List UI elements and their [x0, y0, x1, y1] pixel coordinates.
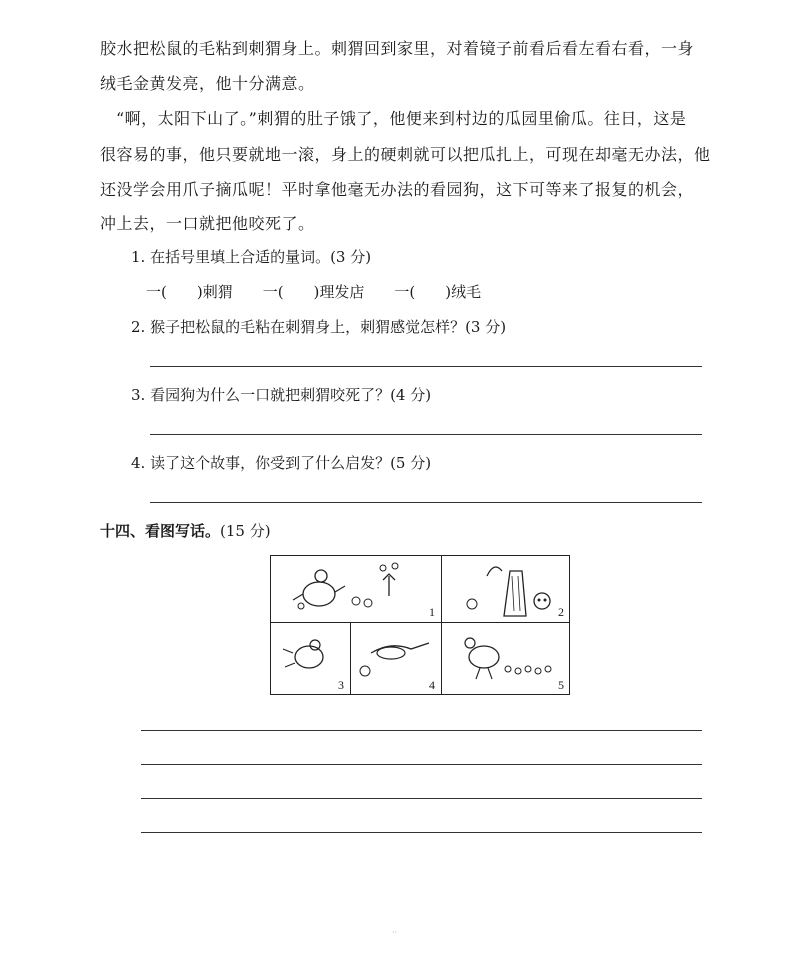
comic-panel-3: [271, 622, 351, 694]
question-4: 4. 读了这个故事，你受到了什么启发？(5 分): [131, 454, 432, 472]
comic-panel-4: [350, 622, 442, 694]
question-2: 2. 猴子把松鼠的毛粘在刺猬身上，刺猬感觉怎样？(3 分): [131, 318, 507, 336]
panel-number-5: 5: [558, 678, 564, 692]
writing-line-2[interactable]: [141, 764, 702, 765]
answer-line-q2[interactable]: [150, 366, 702, 367]
writing-line-1[interactable]: [141, 730, 702, 731]
writing-line-3[interactable]: [141, 798, 702, 799]
answer-line-q3[interactable]: [150, 434, 702, 435]
passage-line-2: 绒毛金黄发亮，他十分满意。: [100, 74, 315, 93]
comic-panel-5: [441, 622, 570, 694]
comic-strip: [270, 555, 570, 695]
panel-number-1: 1: [429, 605, 435, 619]
passage-line-5: 还没学会用爪子摘瓜呢！平时拿他毫无办法的看园狗，这下可等来了报复的机会，: [100, 180, 695, 199]
question-1-blanks[interactable]: 一( )刺猬 一( )理发店 一( )绒毛: [146, 283, 482, 301]
page-mark: ··: [392, 928, 398, 937]
panel-number-2: 2: [558, 605, 564, 619]
comic-panel-1: [271, 556, 442, 623]
passage-line-6: 冲上去，一口就把他咬死了。: [100, 214, 315, 233]
section-14-heading: [100, 520, 271, 541]
panel-number-4: 4: [429, 678, 435, 692]
comic-panel-2: [441, 556, 570, 623]
passage-line-4: 很容易的事，他只要就地一滚，身上的硬刺就可以把瓜扎上，可现在却毫无办法，他: [100, 145, 711, 164]
writing-line-4[interactable]: [141, 832, 702, 833]
question-3: 3. 看园狗为什么一口就把刺猬咬死了？(4 分): [131, 386, 432, 404]
hen-leading-chicks-illustration: [442, 623, 571, 695]
answer-line-q4[interactable]: [150, 502, 702, 503]
panel-number-3: 3: [338, 678, 344, 692]
hen-and-chicks-illustration: [271, 556, 442, 623]
tree-and-hedgehog-illustration: [442, 556, 571, 623]
section-14-score: (15 分): [220, 522, 271, 540]
passage-line-3: “啊，太阳下山了。”刺猬的肚子饿了，他便来到村边的瓜园里偷瓜。往日，这是: [116, 109, 687, 128]
section-14-title: 十四、看图写话。: [100, 522, 221, 540]
question-1: 1. 在括号里填上合适的量词。(3 分): [131, 248, 372, 266]
passage-line-1: 胶水把松鼠的毛粘到刺猬身上。刺猬回到家里，对着镜子前看后看左看右看，一身: [100, 39, 695, 58]
